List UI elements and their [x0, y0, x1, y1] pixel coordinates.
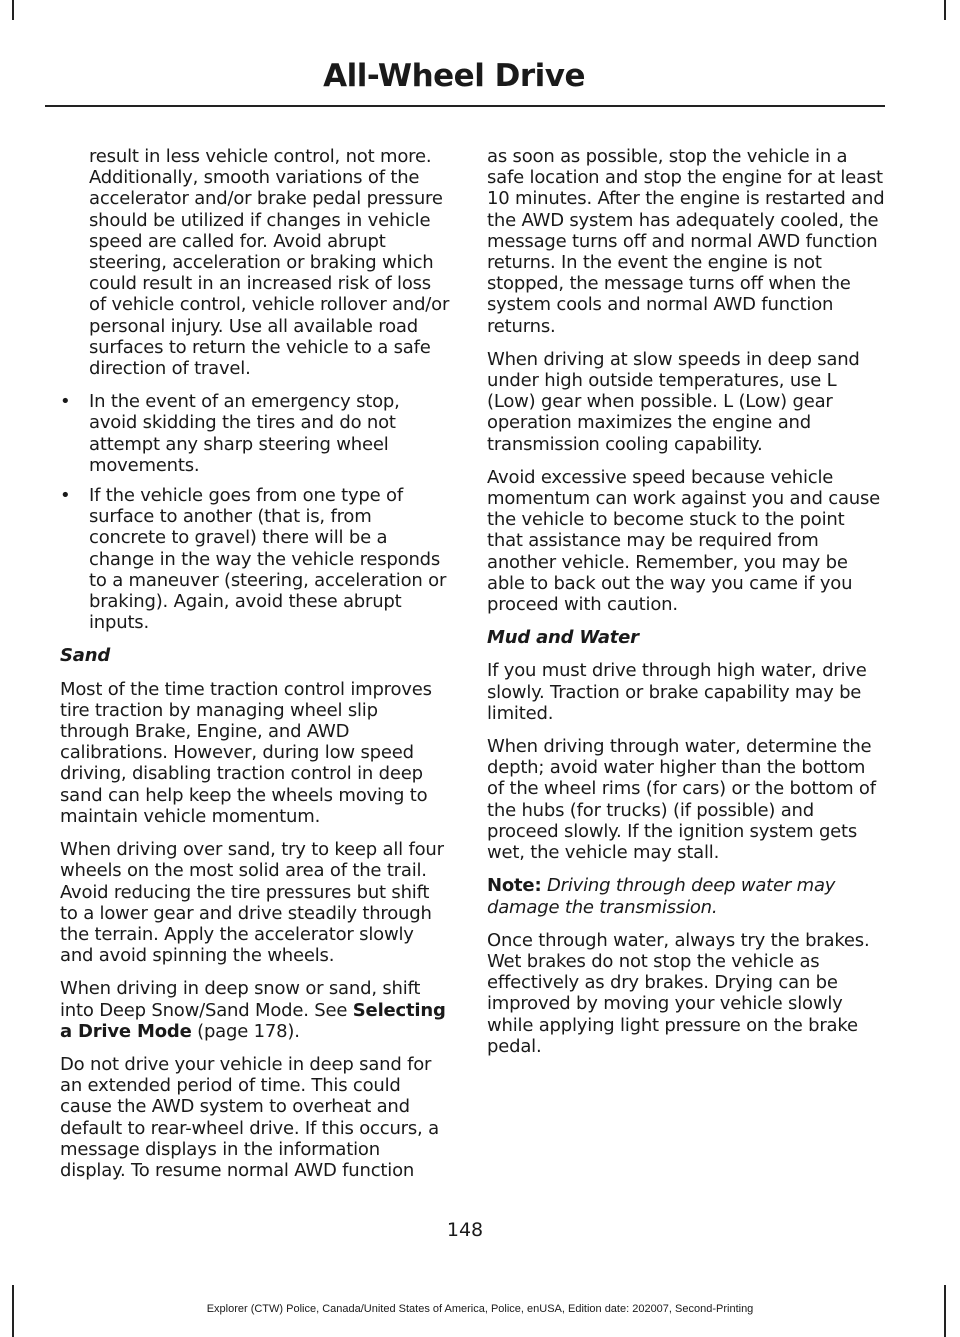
paragraph: When driving through water, determine the depth; avoid water higher than the bottom of the wheel rims (for cars) or the bottom of the hubs (for trucks) (if possible) and proceed slowly. If the ignition system gets wet, the vehicle may stall.	[487, 736, 876, 864]
bullet-list	[60, 391, 450, 633]
page-reference: (page 178).	[197, 1020, 300, 1042]
paragraph: Do not drive your vehicle in deep sand for an extended period of time. This could cause the AWD system to overheat and default to rear-wheel drive. If this occurs, a message displays in the information display. To resume normal AWD function	[60, 1053, 439, 1181]
paragraph: Most of the time traction control improves tire traction by managing wheel slip through Brake, Engine, and AWD calibrations. However, during low speed driving, disabling traction control in deep sand can help keep the wheels moving to maintain vehicle momentum.	[60, 678, 432, 827]
crop-mark-top-right	[944, 0, 946, 20]
list-item	[60, 485, 450, 633]
note-text: Driving through deep water may damage the transmission.	[487, 875, 836, 918]
list-item-text: If the vehicle goes from one type of surface to another (that is, from concrete to gravel) there will be a change in the way the vehicle responds to a maneuver (steering, acceleration or braking). Again, avoid these abrupt inputs.	[89, 485, 447, 634]
footer-text: Explorer (CTW) Police, Canada/United States of America, Police, enUSA, Edition date: 202007, Second-Printing	[206, 1303, 754, 1315]
page-number: 148	[446, 1219, 484, 1241]
header-divider	[45, 105, 885, 107]
paragraph-text: When driving in deep snow or sand, shift into Deep Snow/Sand Mode. See	[60, 978, 421, 1021]
paragraph: Once through water, always try the brakes. Wet brakes do not stop the vehicle as effectively as dry brakes. Drying can be improved by moving your vehicle slowly while applying light pressure on the brake pedal.	[487, 929, 870, 1057]
paragraph: When driving at slow speeds in deep sand under high outside temperatures, use L (Low) gear when possible. L (Low) gear operation maximizes the engine and transmission cooling capability.	[487, 348, 860, 455]
paragraph: Avoid excessive speed because vehicle momentum can work against you and cause the vehicle to become stuck to the point that assistance may be required from another vehicle. Remember, you may be able to back out the way you came if you proceed with caution.	[487, 466, 881, 616]
note-label: Note:	[487, 875, 542, 897]
paragraph: When driving over sand, try to keep all four wheels on the most solid area of the trail. Avoid reducing the tire pressures but shift to a lower gear and drive steadily through the terrain. Apply the accelerator slowly and avoid spinning the wheels.	[60, 839, 444, 967]
right-column	[487, 146, 885, 1069]
page-title: All-Wheel Drive	[323, 58, 585, 94]
section-heading-mud-and-water: Mud and Water	[487, 627, 639, 649]
paragraph-with-reference	[60, 978, 450, 1042]
list-item	[60, 391, 450, 476]
continuation-paragraph: result in less vehicle control, not more. Additionally, smooth variations of the accelerator and/or brake pedal pressure should be utilized if changes in vehicle speed are called for. Avoid abrupt steering, acceleration or braking which could result in an increased risk of loss of vehicle control, vehicle rollover and/or personal injury. Use all available road surfaces to return the vehicle to a safe direction of travel.	[89, 146, 450, 380]
bullet-icon: •	[60, 485, 71, 507]
crop-mark-top-left	[12, 0, 14, 20]
cross-reference-link[interactable]: Selecting a Drive Mode	[60, 999, 446, 1042]
section-heading-sand: Sand	[60, 645, 111, 667]
left-column	[60, 146, 450, 1193]
paragraph: If you must drive through high water, drive slowly. Traction or brake capability may be limited.	[487, 660, 867, 724]
bullet-icon: •	[60, 391, 71, 413]
list-item-text: In the event of an emergency stop, avoid skidding the tires and do not attempt any sharp steering wheel movements.	[89, 391, 400, 476]
paragraph: as soon as possible, stop the vehicle in a safe location and stop the engine for at least 10 minutes. After the engine is restarted and the AWD system has adequately cooled, the message turns off and normal AWD function returns. In the event the engine is not stopped, the message turns off when the system cools and normal AWD function returns.	[487, 146, 885, 337]
note	[487, 875, 885, 917]
